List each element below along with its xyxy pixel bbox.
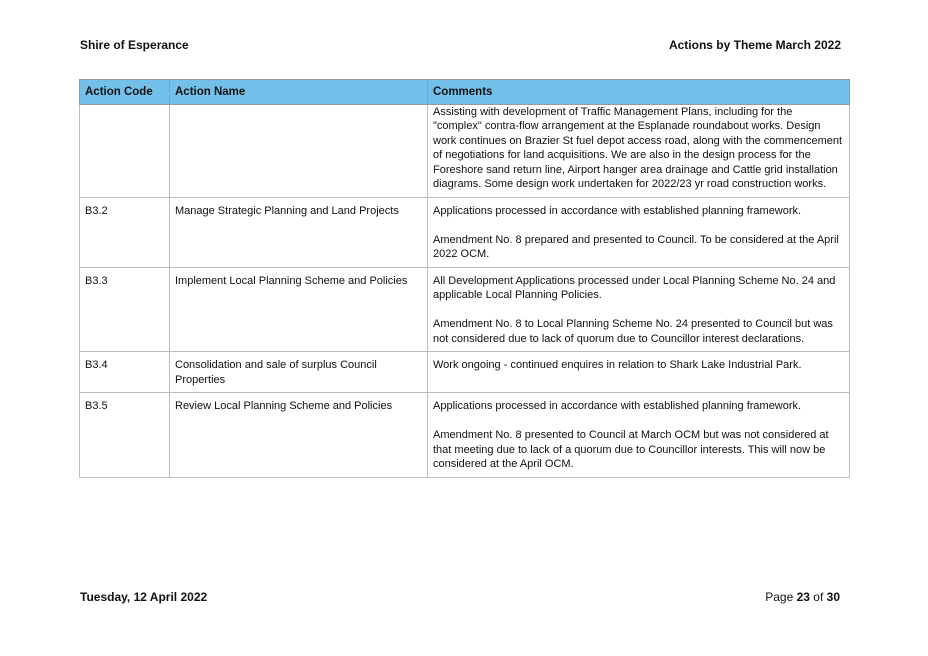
page-prefix: Page	[765, 590, 797, 604]
action-name-cell: Manage Strategic Planning and Land Projects	[170, 197, 428, 267]
comments-cell	[428, 393, 850, 478]
comment-paragraph: Amendment No. 8 prepared and presented to Council. To be considered at the April 2022 OCM.	[433, 233, 839, 260]
comment-paragraph: Amendment No. 8 to Local Planning Scheme No. 24 presented to Council but was not considered due to lack of quorum due to Councillor interest declarations.	[433, 318, 833, 345]
action-code-cell: B3.4	[80, 352, 170, 393]
table-row	[80, 393, 850, 478]
page-of: of	[809, 590, 827, 604]
column-header-action-name: Action Name	[170, 80, 428, 105]
action-code-cell: B3.2	[80, 197, 170, 267]
actions-table	[79, 79, 850, 478]
comments-cell	[428, 352, 850, 393]
header-organisation: Shire of Esperance	[80, 38, 189, 52]
action-name-cell: Review Local Planning Scheme and Policies	[170, 393, 428, 478]
action-name-cell	[170, 104, 428, 197]
comment-paragraph: Applications processed in accordance with established planning framework.	[433, 400, 802, 412]
table-row	[80, 267, 850, 352]
comment-paragraph: All Development Applications processed under Local Planning Scheme No. 24 and applicable Local Planning Policies.	[433, 274, 836, 301]
comment-paragraph: Work ongoing - continued enquires in relation to Shark Lake Industrial Park.	[433, 359, 802, 371]
page-total: 30	[826, 590, 840, 604]
table-row	[80, 352, 850, 393]
comments-cell	[428, 197, 850, 267]
comments-cell	[428, 267, 850, 352]
table-row	[80, 104, 850, 197]
comment-paragraph: Applications processed in accordance with established planning framework.	[433, 204, 802, 217]
footer-page-number	[765, 590, 840, 604]
footer-date: Tuesday, 12 April 2022	[80, 590, 208, 604]
comments-cell	[428, 104, 850, 197]
page-current: 23	[796, 590, 810, 604]
table-row	[80, 197, 850, 267]
header-document-title: Actions by Theme March 2022	[668, 38, 841, 52]
table-header-row	[80, 80, 850, 105]
action-code-cell	[80, 104, 170, 197]
comment-paragraph: Amendment No. 8 presented to Council at March OCM but was not considered at that meeting due to lack of a quorum due to Councillor interests. This will now be considered at the April OCM.	[433, 429, 829, 470]
column-header-comments: Comments	[428, 80, 850, 105]
action-code-cell: B3.3	[80, 267, 170, 352]
comment-paragraph: Assisting with development of Traffic Management Plans, including for the "complex" contra-flow arrangement at the Esplanade roundabout works. Design work continues on Brazier St fuel depot access road, along with the commencement of negotiations for land acquisitions. We are also in the design process for the Foreshore sand return line, Airport hanger area drainage and Cattle grid installation diagrams. Some design work undertaken for 2022/23 yr road construction works.	[433, 105, 843, 190]
action-name-cell: Implement Local Planning Scheme and Policies	[170, 267, 428, 352]
column-header-action-code: Action Code	[80, 80, 170, 105]
action-code-cell: B3.5	[80, 393, 170, 478]
action-name-cell: Consolidation and sale of surplus Council Properties	[170, 352, 428, 393]
